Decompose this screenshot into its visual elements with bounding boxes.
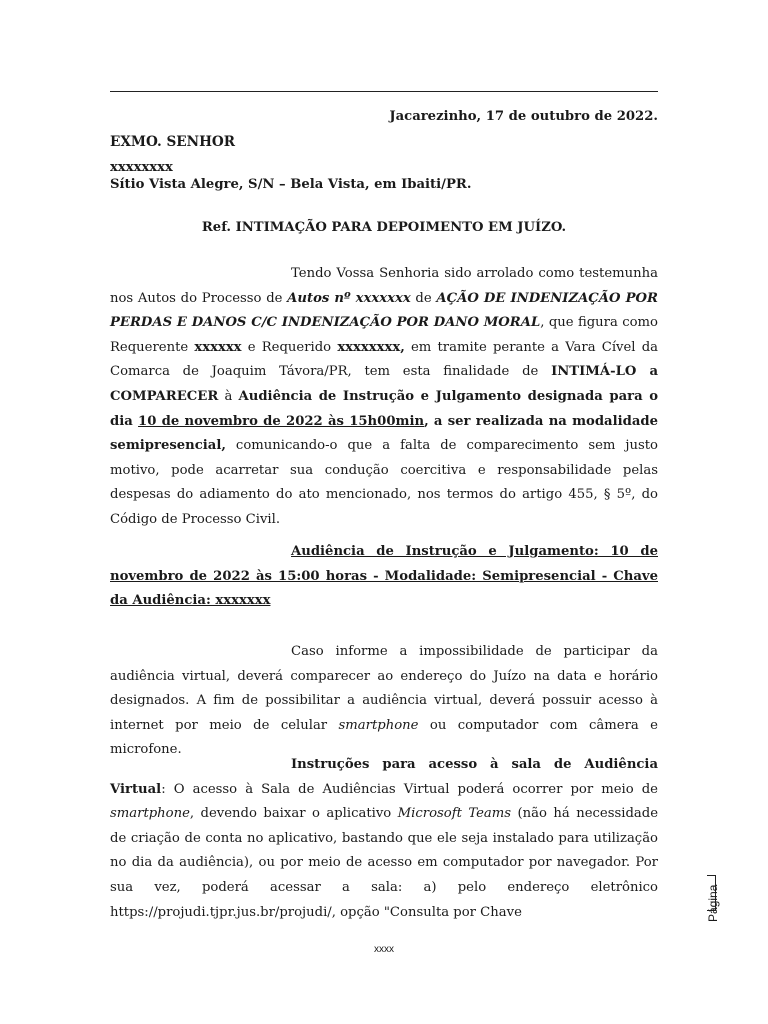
footer-id: xxxx xyxy=(374,944,394,955)
p1-text: à xyxy=(218,388,239,404)
p1-text: comunicando-o que a falta de comparecimento sem justo motivo, pode acarretar sua condução coercitiva e responsabilidade pelas despesas do adiamento do ato mencionado, nos termos do artigo 455, § 5º, do Código de Processo Civil. xyxy=(110,438,658,527)
paragraph-virtual-hearing xyxy=(110,640,658,763)
p1-modality: , a ser realizada na modalidade semipresencial, xyxy=(110,413,659,454)
p1-hearing-date: 10 de novembro de 2022 às 15h00min xyxy=(138,413,425,429)
paragraph-instructions xyxy=(110,753,658,925)
recipient-address: Sítio Vista Alegre, S/N – Bela Vista, em Ibaiti/PR. xyxy=(110,177,472,192)
paragraph-intimation xyxy=(110,262,658,533)
p1-plaintiff: xxxxxx xyxy=(194,339,242,355)
salutation: EXMO. SENHOR xyxy=(110,134,236,150)
p1-defendant: xxxxxxxx, xyxy=(337,339,405,355)
recipient-name: xxxxxxxx xyxy=(110,160,173,175)
p3-text: ou computador com câmera e microfone. xyxy=(110,717,658,758)
reference-line: Ref. INTIMAÇÃO PARA DEPOIMENTO EM JUÍZO. xyxy=(201,220,567,235)
letter-date: Jacarezinho, 17 de outubro de 2022. xyxy=(389,109,658,124)
p1-text: Tendo Vossa Senhoria sido arrolado como testemunha nos Autos do Processo de xyxy=(110,266,658,306)
p4-text: (não há necessidade de criação de conta no aplicativo, bastando que ele seja instalado para utilização no dia da audiência), ou por meio de acesso em computador por navegador. Por sua vez, poderá acessar a sala: a) pelo endereço eletrônico https://projudi.tjpr.jus.br/projudi/, opção "Consulta por Chave xyxy=(110,806,658,920)
header-rule xyxy=(110,91,658,92)
p3-text: Caso informe a impossibilidade de participar da audiência virtual, deverá comparecer ao endereço do Juízo na data e horário designados. A fim de possibilitar a audiência virtual, deverá possuir acesso à internet por meio de celular xyxy=(110,644,658,733)
p1-hearing: Audiência de Instrução e Julgamento designada para o dia xyxy=(110,388,658,429)
p1-action-type: AÇÃO DE INDENIZAÇÃO POR PERDAS E DANOS C/C INDENIZAÇÃO POR DANO MORAL xyxy=(110,290,658,331)
p1-text: de xyxy=(410,290,437,306)
p1-text: , que figura como Requerente xyxy=(110,315,658,355)
hearing-info-text: Audiência de Instrução e Julgamento: 10 de novembro de 2022 às 15:00 horas - Modalidade: Semipresencial - Chave da Audiência: xxxxxxx xyxy=(110,544,658,609)
p4-text: : O acesso à Sala de Audiências Virtual poderá ocorrer por meio de xyxy=(161,781,658,797)
p4-text: , devendo baixar o aplicativo xyxy=(189,806,398,822)
p4-heading: Instruções para acesso à sala de Audiência Virtual xyxy=(110,757,658,797)
p3-smartphone: smartphone xyxy=(338,717,419,733)
p1-case-number: Autos nº xxxxxxx xyxy=(287,290,411,306)
page-label: Página xyxy=(706,884,720,922)
p1-summons: INTIMÁ-LO a COMPARECER xyxy=(110,364,658,404)
paragraph-hearing-info xyxy=(110,540,658,614)
p1-text: e Requerido xyxy=(241,339,338,355)
p1-text: em tramite perante a Vara Cível da Comarca de Joaquim Távora/PR, tem esta finalidade de xyxy=(110,339,659,380)
p4-teams: Microsoft Teams xyxy=(397,806,512,822)
p4-smartphone: smartphone xyxy=(110,806,190,822)
